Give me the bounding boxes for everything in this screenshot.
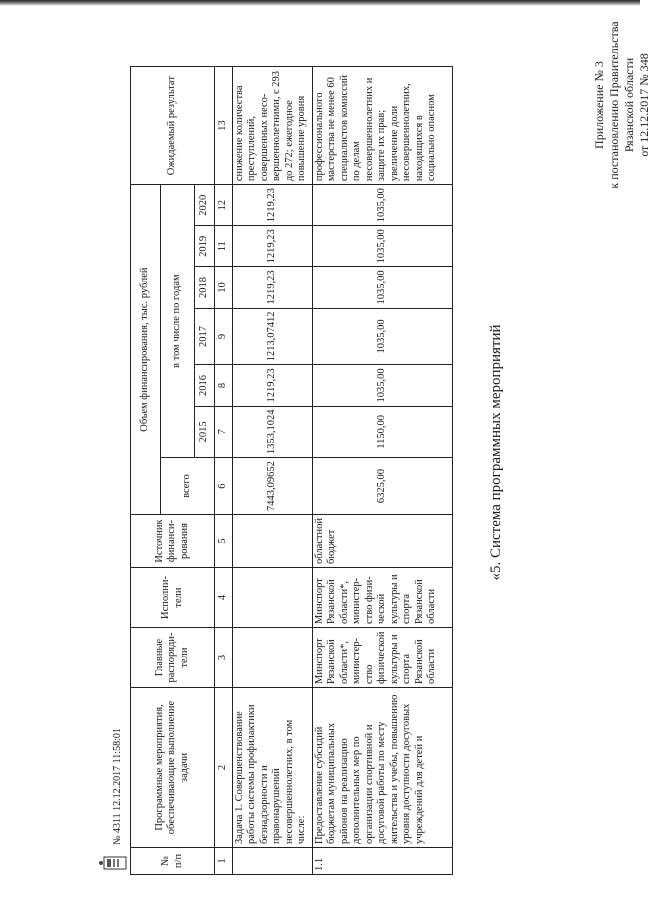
- header-total: всего: [161, 458, 215, 515]
- header-volume: Объем финансирования, тыс. рублей: [131, 185, 161, 515]
- appendix-number: Приложение № 3: [592, 61, 606, 149]
- appendix-date: от 12.12.2017 № 348: [637, 53, 651, 157]
- row-y2017: 1213,07412: [232, 308, 312, 365]
- row-y2020: 1219,23: [232, 185, 312, 226]
- row-managers: [232, 628, 312, 688]
- program-activities-table: [130, 66, 453, 875]
- header-year: 2015: [195, 406, 215, 458]
- column-number: 3: [215, 628, 233, 688]
- row-y2018: 1035,00: [312, 267, 452, 308]
- column-number: 5: [215, 515, 233, 568]
- row-total: 7443,09652: [232, 458, 312, 515]
- registry-stamp-icon: [98, 853, 132, 873]
- header-executors: Исполни-тели: [131, 568, 215, 628]
- column-number: 2: [215, 688, 233, 848]
- appendix-region: Рязанской области: [622, 57, 636, 153]
- row-num: [232, 848, 312, 875]
- column-number: 11: [215, 226, 233, 267]
- header-year: 2016: [195, 365, 215, 406]
- section-title: «5. Система программных мероприятий: [488, 324, 504, 581]
- header-num: № п/п: [131, 848, 215, 875]
- header-year: 2018: [195, 267, 215, 308]
- row-y2016: 1035,00: [312, 365, 452, 406]
- appendix-resolution: к постановлению Правительства: [607, 21, 621, 189]
- row-activity: Предоставление субсидий бюджетам муниципальных районов на реализацию дополнительных мер по организации спортивной и досуговой работы по месту жительства и учебы, повышению уровня доступности досуговых учреждений для детей и: [312, 688, 452, 848]
- row-y2020: 1035,00: [312, 185, 452, 226]
- column-number: 10: [215, 267, 233, 308]
- column-number: 7: [215, 406, 233, 458]
- header-year: 2020: [195, 185, 215, 226]
- row-y2019: 1219,23: [232, 226, 312, 267]
- row-y2016: 1219,23: [232, 365, 312, 406]
- header-year: 2017: [195, 308, 215, 365]
- column-number: 6: [215, 458, 233, 515]
- header-source: Источник финанси-рования: [131, 515, 215, 568]
- row-activity: Задача 1. Совершенствование работы системы профилактики безнадзорности и правонарушений несовершеннолетних, в том числе:: [232, 688, 312, 848]
- row-executors: [232, 568, 312, 628]
- table-row: [312, 67, 452, 875]
- header-managers: Главные распоряди-тели: [131, 628, 215, 688]
- row-result: снижение количества преступлений, совершенных несо-вершеннолетними, с 293 до 272; ежегодное повышение уровня: [232, 67, 312, 185]
- row-total: 6325,00: [312, 458, 452, 515]
- row-result: профессионального мастерства не менее 60 специалистов комиссий по делам несовершеннолетних и защите их прав; увеличение доли несовершеннолетних, находящихся в социально опасном: [312, 67, 452, 185]
- row-source: областной бюджет: [312, 515, 452, 568]
- column-number: 8: [215, 365, 233, 406]
- header-by-year: в том числе по годам: [161, 185, 195, 458]
- column-number: 4: [215, 568, 233, 628]
- header-result: Ожидаемый результат: [131, 67, 215, 185]
- table-header-row: [131, 67, 161, 875]
- column-number: 1: [215, 848, 233, 875]
- table-row: [232, 67, 312, 875]
- row-source: [232, 515, 312, 568]
- row-y2019: 1035,00: [312, 226, 452, 267]
- row-executors: Минспорт Рязанской области*, министер-ство физи-ческой культуры и спорта Рязанской области: [312, 568, 452, 628]
- column-number-row: [215, 67, 233, 875]
- registration-stamp-text: № 4311 12.12.2017 11:58:01: [112, 728, 123, 845]
- appendix-header: [592, 15, 652, 195]
- column-number: 12: [215, 185, 233, 226]
- header-activity: Программные мероприятия, обеспечивающие выполнение задачи: [131, 688, 215, 848]
- row-num: 1.1: [312, 848, 452, 875]
- column-number: 9: [215, 308, 233, 365]
- row-managers: Минспорт Рязанской области*, министер-ство физической культуры и спорта Рязанской области: [312, 628, 452, 688]
- row-y2015: 1150,00: [312, 406, 452, 458]
- column-number: 13: [215, 67, 233, 185]
- row-y2018: 1219,23: [232, 267, 312, 308]
- row-y2015: 1353,1024: [232, 406, 312, 458]
- header-year: 2019: [195, 226, 215, 267]
- row-y2017: 1035,00: [312, 308, 452, 365]
